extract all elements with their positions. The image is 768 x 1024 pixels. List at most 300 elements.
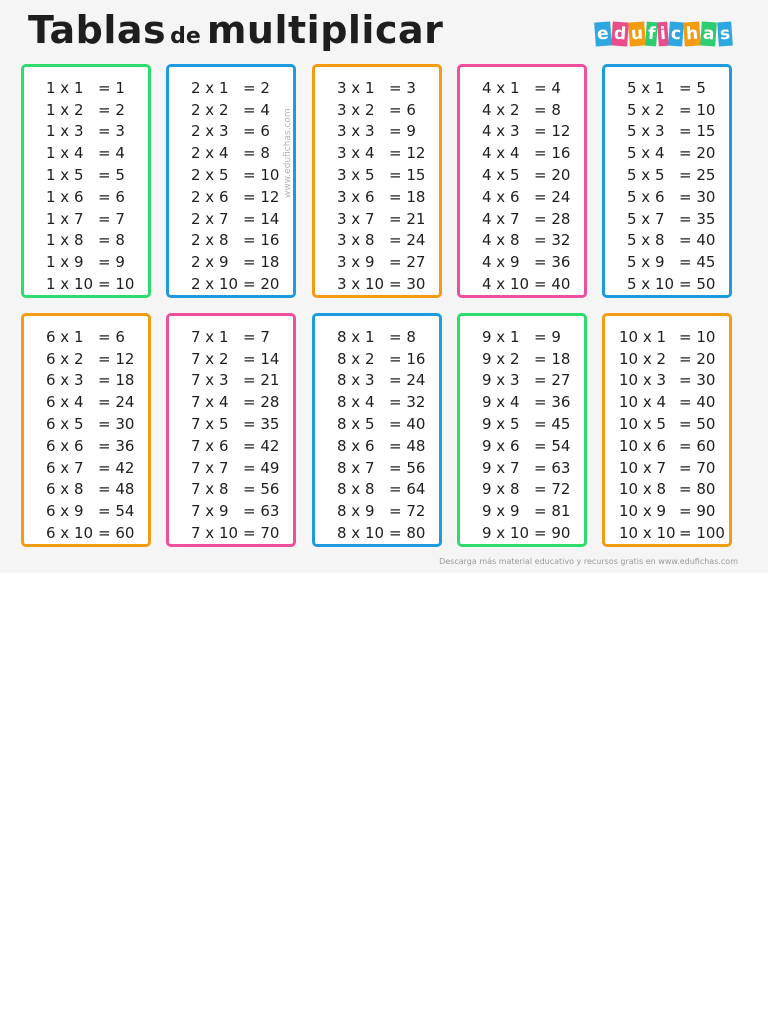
multiplication-result: = 3 (389, 78, 416, 97)
table-card-10 (602, 313, 732, 547)
logo-letter: a (700, 21, 717, 46)
table-row (46, 99, 148, 121)
logo-letter: u (628, 21, 646, 46)
edufichas-logo (595, 20, 733, 48)
multiplication-expression: 5 x 10 (627, 275, 675, 294)
multiplication-expression: 6 x 1 (46, 327, 84, 346)
table-row (46, 391, 148, 413)
logo-letter: d (611, 21, 629, 46)
table-row (482, 348, 584, 370)
multiplication-expression: 1 x 9 (46, 253, 84, 272)
multiplication-result: = 100 (679, 524, 725, 543)
multiplication-result: = 80 (679, 480, 716, 499)
title-connector: de (170, 24, 201, 49)
table-row (482, 230, 584, 252)
multiplication-result: = 18 (98, 371, 135, 390)
table-card-1 (21, 64, 151, 298)
table-row (191, 251, 293, 273)
table-row (337, 370, 439, 392)
multiplication-result: = 63 (243, 502, 280, 521)
multiplication-result: = 24 (389, 231, 426, 250)
multiplication-result: = 14 (243, 209, 280, 228)
multiplication-result: = 24 (98, 393, 135, 412)
table-row (46, 230, 148, 252)
multiplication-expression: 3 x 6 (337, 187, 375, 206)
multiplication-expression: 9 x 5 (482, 415, 520, 434)
table-row (191, 230, 293, 252)
table-row (191, 142, 293, 164)
multiplication-result: = 16 (243, 231, 280, 250)
table-row (191, 522, 293, 544)
multiplication-expression: 8 x 8 (337, 480, 375, 499)
multiplication-expression: 4 x 8 (482, 231, 520, 250)
multiplication-expression: 5 x 7 (627, 209, 665, 228)
table-row (46, 77, 148, 99)
multiplication-result: = 49 (243, 458, 280, 477)
table-row (482, 142, 584, 164)
table-row (191, 186, 293, 208)
multiplication-expression: 10 x 3 (619, 371, 667, 390)
multiplication-result: = 42 (98, 458, 135, 477)
multiplication-result: = 90 (534, 524, 571, 543)
multiplication-expression: 9 x 4 (482, 393, 520, 412)
multiplication-result: = 70 (243, 524, 280, 543)
multiplication-expression: 6 x 3 (46, 371, 84, 390)
table-card-3 (312, 64, 442, 298)
multiplication-expression: 10 x 10 (619, 524, 676, 543)
multiplication-expression: 4 x 5 (482, 166, 520, 185)
multiplication-result: = 2 (243, 78, 270, 97)
multiplication-expression: 2 x 9 (191, 253, 229, 272)
multiplication-result: = 12 (243, 187, 280, 206)
table-row (337, 522, 439, 544)
multiplication-result: = 4 (243, 100, 270, 119)
table-row (337, 251, 439, 273)
table-row (191, 457, 293, 479)
logo-letter: h (683, 21, 701, 46)
table-row (337, 435, 439, 457)
multiplication-expression: 6 x 10 (46, 524, 94, 543)
multiplication-expression: 3 x 5 (337, 166, 375, 185)
table-row (337, 164, 439, 186)
table-row (619, 457, 729, 479)
multiplication-result: = 12 (389, 144, 426, 163)
table-row (337, 457, 439, 479)
table-row (482, 121, 584, 143)
multiplication-result: = 6 (98, 327, 125, 346)
multiplication-result: = 18 (534, 349, 571, 368)
footer-note: Descarga más material educativo y recursos gratis en www.edufichas.com (439, 557, 738, 566)
multiplication-result: = 20 (243, 275, 280, 294)
multiplication-expression: 1 x 7 (46, 209, 84, 228)
multiplication-result: = 40 (534, 275, 571, 294)
multiplication-expression: 8 x 4 (337, 393, 375, 412)
table-row (46, 413, 148, 435)
logo-letter: f (645, 22, 658, 47)
multiplication-expression: 9 x 3 (482, 371, 520, 390)
table-row (46, 479, 148, 501)
table-row (337, 142, 439, 164)
multiplication-result: = 12 (98, 349, 135, 368)
table-row (482, 273, 584, 295)
multiplication-result: = 6 (243, 122, 270, 141)
multiplication-expression: 3 x 7 (337, 209, 375, 228)
multiplication-expression: 9 x 1 (482, 327, 520, 346)
multiplication-result: = 10 (679, 327, 716, 346)
multiplication-expression: 7 x 2 (191, 349, 229, 368)
table-row (46, 164, 148, 186)
multiplication-result: = 70 (679, 458, 716, 477)
multiplication-expression: 9 x 9 (482, 502, 520, 521)
multiplication-result: = 15 (679, 122, 716, 141)
multiplication-expression: 7 x 7 (191, 458, 229, 477)
table-row (191, 208, 293, 230)
table-row (46, 370, 148, 392)
table-row (627, 99, 729, 121)
multiplication-expression: 6 x 6 (46, 436, 84, 455)
table-row (46, 348, 148, 370)
table-row (191, 435, 293, 457)
multiplication-expression: 10 x 6 (619, 436, 667, 455)
table-row (482, 500, 584, 522)
table-row (191, 326, 293, 348)
multiplication-expression: 7 x 8 (191, 480, 229, 499)
multiplication-result: = 7 (98, 209, 125, 228)
multiplication-expression: 2 x 6 (191, 187, 229, 206)
multiplication-result: = 10 (98, 275, 135, 294)
multiplication-result: = 32 (389, 393, 426, 412)
table-row (46, 522, 148, 544)
multiplication-expression: 5 x 5 (627, 166, 665, 185)
table-row (46, 500, 148, 522)
multiplication-result: = 64 (389, 480, 426, 499)
table-card-5 (602, 64, 732, 298)
table-row (482, 370, 584, 392)
table-row (337, 391, 439, 413)
table-card-2 (166, 64, 296, 298)
multiplication-result: = 50 (679, 275, 716, 294)
table-row (337, 413, 439, 435)
multiplication-expression: 4 x 7 (482, 209, 520, 228)
multiplication-expression: 3 x 8 (337, 231, 375, 250)
multiplication-result: = 6 (389, 100, 416, 119)
multiplication-expression: 1 x 2 (46, 100, 84, 119)
multiplication-result: = 6 (98, 187, 125, 206)
multiplication-expression: 4 x 2 (482, 100, 520, 119)
table-row (482, 479, 584, 501)
multiplication-expression: 8 x 9 (337, 502, 375, 521)
multiplication-result: = 20 (534, 166, 571, 185)
multiplication-result: = 60 (98, 524, 135, 543)
multiplication-expression: 1 x 6 (46, 187, 84, 206)
multiplication-expression: 5 x 4 (627, 144, 665, 163)
multiplication-expression: 2 x 2 (191, 100, 229, 119)
table-row (46, 208, 148, 230)
multiplication-result: = 3 (98, 122, 125, 141)
multiplication-result: = 27 (389, 253, 426, 272)
logo-letter: s (717, 22, 733, 47)
table-row (482, 77, 584, 99)
multiplication-result: = 15 (389, 166, 426, 185)
multiplication-result: = 60 (679, 436, 716, 455)
side-watermark: www.edufichas.com (283, 108, 293, 198)
multiplication-result: = 24 (534, 187, 571, 206)
table-row (627, 164, 729, 186)
multiplication-expression: 6 x 7 (46, 458, 84, 477)
table-row (619, 326, 729, 348)
multiplication-result: = 10 (243, 166, 280, 185)
multiplication-expression: 2 x 7 (191, 209, 229, 228)
multiplication-result: = 54 (534, 436, 571, 455)
multiplication-result: = 20 (679, 144, 716, 163)
multiplication-result: = 25 (679, 166, 716, 185)
multiplication-result: = 5 (98, 166, 125, 185)
table-row (337, 77, 439, 99)
multiplication-result: = 16 (389, 349, 426, 368)
table-row (627, 208, 729, 230)
table-row (337, 208, 439, 230)
multiplication-expression: 3 x 2 (337, 100, 375, 119)
multiplication-result: = 36 (534, 253, 571, 272)
table-row (191, 479, 293, 501)
multiplication-result: = 10 (679, 100, 716, 119)
table-row (482, 413, 584, 435)
table-row (619, 500, 729, 522)
multiplication-expression: 7 x 3 (191, 371, 229, 390)
multiplication-result: = 40 (679, 231, 716, 250)
table-row (191, 99, 293, 121)
table-card-7 (166, 313, 296, 547)
table-row (627, 230, 729, 252)
multiplication-result: = 8 (534, 100, 561, 119)
table-row (627, 186, 729, 208)
multiplication-expression: 5 x 9 (627, 253, 665, 272)
table-row (337, 99, 439, 121)
multiplication-result: = 21 (389, 209, 426, 228)
logo-letter: e (594, 21, 611, 46)
multiplication-expression: 10 x 2 (619, 349, 667, 368)
multiplication-expression: 8 x 1 (337, 327, 375, 346)
table-row (191, 273, 293, 295)
multiplication-expression: 3 x 9 (337, 253, 375, 272)
multiplication-result: = 30 (679, 371, 716, 390)
multiplication-expression: 7 x 10 (191, 524, 239, 543)
multiplication-expression: 1 x 3 (46, 122, 84, 141)
multiplication-result: = 28 (243, 393, 280, 412)
table-row (619, 435, 729, 457)
multiplication-result: = 1 (98, 78, 125, 97)
table-row (46, 457, 148, 479)
table-row (191, 121, 293, 143)
multiplication-result: = 48 (389, 436, 426, 455)
table-row (627, 142, 729, 164)
multiplication-expression: 9 x 2 (482, 349, 520, 368)
logo-letter: i (657, 22, 668, 47)
table-row (46, 142, 148, 164)
table-row (337, 500, 439, 522)
multiplication-expression: 3 x 4 (337, 144, 375, 163)
multiplication-expression: 10 x 8 (619, 480, 667, 499)
table-row (191, 164, 293, 186)
multiplication-result: = 14 (243, 349, 280, 368)
multiplication-result: = 21 (243, 371, 280, 390)
multiplication-expression: 5 x 8 (627, 231, 665, 250)
multiplication-result: = 12 (534, 122, 571, 141)
multiplication-expression: 2 x 3 (191, 122, 229, 141)
multiplication-expression: 10 x 4 (619, 393, 667, 412)
multiplication-expression: 6 x 9 (46, 502, 84, 521)
multiplication-expression: 4 x 10 (482, 275, 530, 294)
table-row (337, 326, 439, 348)
table-row (46, 326, 148, 348)
multiplication-result: = 80 (389, 524, 426, 543)
table-row (619, 348, 729, 370)
page-title (28, 8, 443, 60)
multiplication-result: = 28 (534, 209, 571, 228)
table-row (482, 251, 584, 273)
multiplication-result: = 36 (534, 393, 571, 412)
multiplication-expression: 1 x 1 (46, 78, 84, 97)
multiplication-result: = 54 (98, 502, 135, 521)
multiplication-expression: 3 x 1 (337, 78, 375, 97)
table-row (191, 391, 293, 413)
multiplication-expression: 6 x 4 (46, 393, 84, 412)
multiplication-result: = 36 (98, 436, 135, 455)
table-row (619, 413, 729, 435)
multiplication-expression: 1 x 10 (46, 275, 94, 294)
multiplication-result: = 40 (389, 415, 426, 434)
multiplication-result: = 81 (534, 502, 571, 521)
multiplication-result: = 30 (98, 415, 135, 434)
table-row (619, 391, 729, 413)
multiplication-expression: 8 x 6 (337, 436, 375, 455)
multiplication-expression: 7 x 5 (191, 415, 229, 434)
multiplication-result: = 72 (534, 480, 571, 499)
table-row (337, 121, 439, 143)
multiplication-expression: 9 x 7 (482, 458, 520, 477)
multiplication-expression: 2 x 5 (191, 166, 229, 185)
multiplication-result: = 45 (679, 253, 716, 272)
multiplication-result: = 72 (389, 502, 426, 521)
multiplication-result: = 4 (98, 144, 125, 163)
title-main: Tablas (28, 8, 167, 52)
multiplication-result: = 8 (243, 144, 270, 163)
table-row (482, 208, 584, 230)
multiplication-expression: 5 x 6 (627, 187, 665, 206)
multiplication-expression: 4 x 9 (482, 253, 520, 272)
title-tail: multiplicar (206, 8, 444, 52)
multiplication-expression: 2 x 1 (191, 78, 229, 97)
table-row (191, 370, 293, 392)
multiplication-expression: 5 x 2 (627, 100, 665, 119)
multiplication-expression: 2 x 4 (191, 144, 229, 163)
multiplication-result: = 20 (679, 349, 716, 368)
multiplication-expression: 6 x 5 (46, 415, 84, 434)
table-row (191, 348, 293, 370)
multiplication-result: = 5 (679, 78, 706, 97)
multiplication-expression: 10 x 7 (619, 458, 667, 477)
table-row (482, 186, 584, 208)
multiplication-result: = 30 (679, 187, 716, 206)
table-row (482, 391, 584, 413)
multiplication-result: = 90 (679, 502, 716, 521)
multiplication-expression: 7 x 6 (191, 436, 229, 455)
multiplication-result: = 50 (679, 415, 716, 434)
multiplication-result: = 45 (534, 415, 571, 434)
table-row (482, 164, 584, 186)
table-row (619, 370, 729, 392)
table-row (46, 121, 148, 143)
multiplication-expression: 3 x 10 (337, 275, 385, 294)
multiplication-result: = 32 (534, 231, 571, 250)
table-card-6 (21, 313, 151, 547)
multiplication-result: = 24 (389, 371, 426, 390)
table-row (191, 413, 293, 435)
table-row (191, 77, 293, 99)
table-card-9 (457, 313, 587, 547)
multiplication-result: = 63 (534, 458, 571, 477)
multiplication-expression: 8 x 7 (337, 458, 375, 477)
multiplication-expression: 6 x 2 (46, 349, 84, 368)
table-row (627, 251, 729, 273)
table-row (337, 273, 439, 295)
multiplication-expression: 4 x 4 (482, 144, 520, 163)
multiplication-expression: 2 x 10 (191, 275, 239, 294)
multiplication-expression: 8 x 10 (337, 524, 385, 543)
logo-letter: c (668, 22, 684, 47)
multiplication-result: = 27 (534, 371, 571, 390)
table-row (337, 186, 439, 208)
table-row (482, 457, 584, 479)
multiplication-result: = 56 (243, 480, 280, 499)
table-card-8 (312, 313, 442, 547)
multiplication-expression: 2 x 8 (191, 231, 229, 250)
multiplication-result: = 9 (534, 327, 561, 346)
table-row (619, 479, 729, 501)
multiplication-expression: 8 x 3 (337, 371, 375, 390)
multiplication-result: = 4 (534, 78, 561, 97)
table-row (337, 230, 439, 252)
multiplication-expression: 7 x 4 (191, 393, 229, 412)
multiplication-result: = 8 (98, 231, 125, 250)
multiplication-expression: 1 x 4 (46, 144, 84, 163)
table-row (337, 479, 439, 501)
table-row (46, 435, 148, 457)
multiplication-result: = 35 (243, 415, 280, 434)
multiplication-result: = 30 (389, 275, 426, 294)
table-row (619, 522, 729, 544)
table-card-4 (457, 64, 587, 298)
multiplication-expression: 4 x 6 (482, 187, 520, 206)
table-row (482, 522, 584, 544)
table-row (46, 186, 148, 208)
multiplication-expression: 5 x 1 (627, 78, 665, 97)
multiplication-result: = 35 (679, 209, 716, 228)
multiplication-expression: 3 x 3 (337, 122, 375, 141)
table-row (627, 77, 729, 99)
table-row (46, 273, 148, 295)
multiplication-expression: 4 x 3 (482, 122, 520, 141)
multiplication-expression: 1 x 5 (46, 166, 84, 185)
table-row (191, 500, 293, 522)
table-row (337, 348, 439, 370)
multiplication-result: = 2 (98, 100, 125, 119)
multiplication-expression: 9 x 8 (482, 480, 520, 499)
multiplication-result: = 16 (534, 144, 571, 163)
multiplication-result: = 18 (389, 187, 426, 206)
multiplication-expression: 6 x 8 (46, 480, 84, 499)
multiplication-result: = 40 (679, 393, 716, 412)
